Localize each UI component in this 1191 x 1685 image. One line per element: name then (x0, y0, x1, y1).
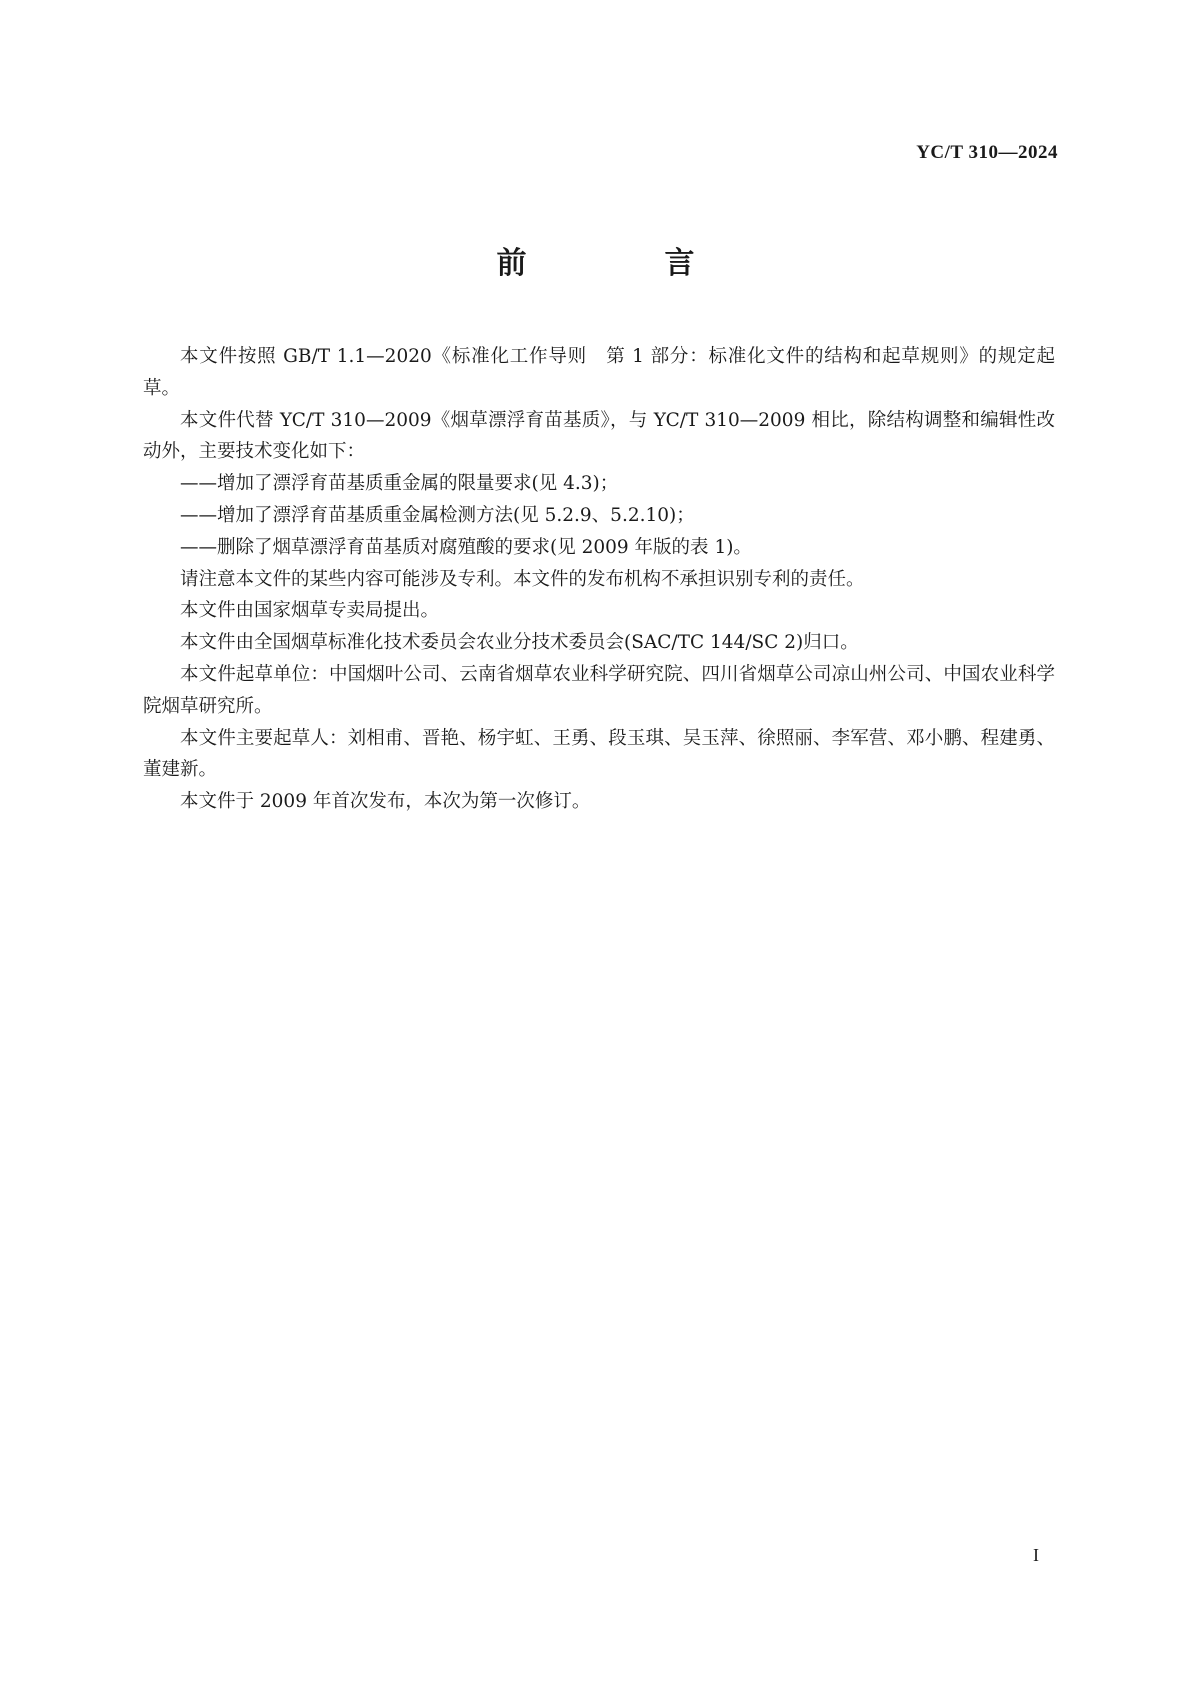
paragraph-committee: 本文件由全国烟草标准化技术委员会农业分技术委员会(SAC/TC 144/SC 2)归口。 (180, 632, 859, 654)
paragraph-history: 本文件于 2009 年首次发布，本次为第一次修订。 (180, 791, 591, 813)
paragraph-proposer: 本文件由国家烟草专卖局提出。 (180, 600, 440, 622)
foreword-body (143, 341, 1055, 818)
paragraph-drafting-units: 本文件起草单位：中国烟叶公司、云南省烟草农业科学研究院、四川省烟草公司凉山州公司、中国农业科学院烟草研究所。 (143, 663, 1055, 717)
page-number: I (1033, 1545, 1039, 1565)
change-item: ——增加了漂浮育苗基质重金属的限量要求(见 4.3)； (180, 473, 619, 495)
change-item: ——删除了烟草漂浮育苗基质对腐殖酸的要求(见 2009 年版的表 1)。 (180, 536, 752, 558)
paragraph-patent-notice: 请注意本文件的某些内容可能涉及专利。本文件的发布机构不承担识别专利的责任。 (180, 568, 865, 590)
paragraph-replacement: 本文件代替 YC/T 310—2009《烟草漂浮育苗基质》，与 YC/T 310—2009 相比，除结构调整和编辑性改动外，主要技术变化如下： (143, 409, 1055, 463)
page-title: 前 言 (496, 246, 749, 281)
document-code: YC/T 310—2024 (916, 142, 1058, 163)
change-item: ——增加了漂浮育苗基质重金属检测方法(见 5.2.9、5.2.10)； (180, 504, 695, 526)
paragraph-drafting-basis: 本文件按照 GB/T 1.1—2020《标准化工作导则 第 1 部分：标准化文件的结构和起草规则》的规定起草。 (143, 346, 1055, 399)
paragraph-drafters: 本文件主要起草人：刘相甫、晋艳、杨宇虹、王勇、段玉琪、吴玉萍、徐照丽、李军营、邓小鹏、程建勇、董建新。 (143, 727, 1055, 781)
